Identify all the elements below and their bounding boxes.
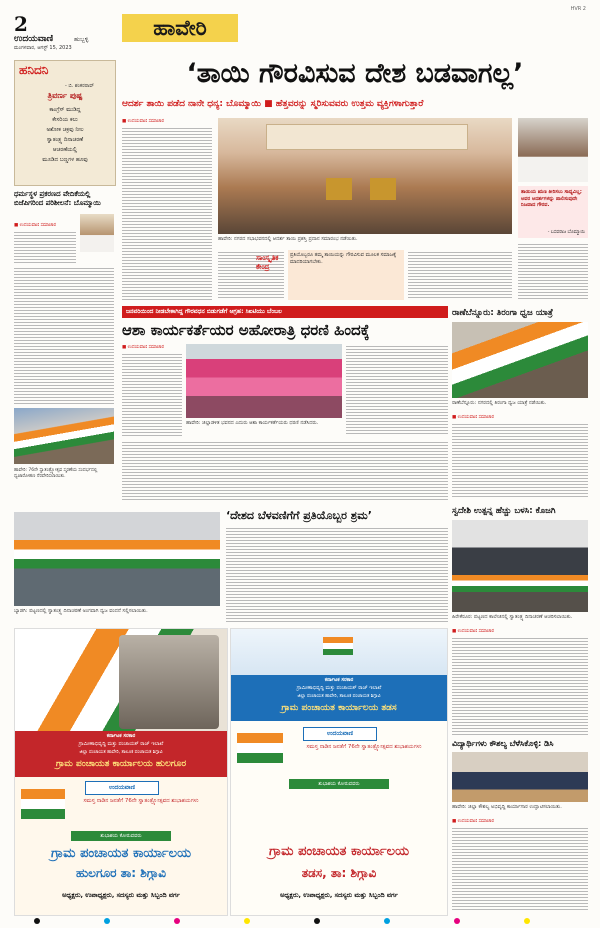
bommai-photo [80, 214, 114, 252]
desha-body [226, 526, 448, 622]
desha-photo [14, 512, 220, 606]
ad-hulgur [14, 628, 228, 916]
ad-hulgur-header: ಕರ್ನಾಟಕ ಸರಕಾರ [106, 733, 136, 739]
ad-hulgur-flag [21, 789, 65, 819]
award-frame [326, 178, 352, 200]
ad-hulgur-header-band [15, 731, 227, 777]
swadeshi-body [452, 636, 588, 736]
ad-tadas-wish: ಸಮಸ್ತ ನಾಡಿನ ಜನತೆಗೆ 76ನೇ ಸ್ವಾತಂತ್ರ್ಯೋತ್ಸವದ ಶುಭಾಶಯಗಳು [306, 744, 422, 750]
ad-hulgur-footer-place: ಹುಲಗೂರ ತಾ: ಶಿಗ್ಗಾವಿ [76, 866, 166, 880]
ad-tadas-footer-title: ಗ್ರಾಮ ಪಂಚಾಯತ ಕಾರ್ಯಾಲಯ [268, 844, 409, 859]
hani-title: ಹನಿದನಿ [19, 63, 49, 77]
registration-mark [244, 918, 250, 924]
portraits-cluster [119, 635, 219, 729]
asha-body [122, 440, 448, 502]
ad-tadas-footer-place: ತಡಸ, ತಾ: ಶಿಗ್ಗಾವಿ [301, 866, 377, 880]
left-photo-caption: ಹಾವೇರಿ: 76ನೇ ಸ್ವಾತಂತ್ರ್ಯೋತ್ಸವ ಸ್ಮರಣೆಯ ಸಂದರ್ಭದಲ್ಲಿ ಧ್ವಜಾರೋಹಣ ನೆರವೇರಿಸಲಾಯಿತು. [14, 468, 98, 479]
quote-label: ಸಾಂಸ್ಕೃತಿಕ ಕೇಂದ್ರ [256, 254, 279, 271]
left-flag-photo [14, 408, 114, 464]
asha-body [346, 344, 448, 436]
registration-mark [524, 918, 530, 924]
swadeshi-photo [452, 520, 588, 612]
swadeshi-dateline: ■ ಉದಯವಾಣಿ ಸಮಾಚಾರ [452, 629, 494, 634]
registration-mark [384, 918, 390, 924]
ad-hulgur-visual [15, 629, 227, 731]
swadeshi-photo-caption: ಹಿರೇಕೆರೂರ: ಪಟ್ಟಣದ ಕಾಲೇಜಿನಲ್ಲಿ ಸ್ವಾತಂತ್ರ್ಯ ದಿನಾಚರಣೆ ಆಚರಿಸಲಾಯಿತು. [452, 614, 573, 620]
asha-kicker: ಜನವರಿಯಿಂದ ನೀಡಬೇಕಾಗಿದ್ದ ಗೌರವಧನ ಬಿಡುಗಡೆಗೆ ಆಗ್ರಹ: ಸಿಐಟಿಯು ಬೆಂಬಲ [122, 306, 448, 318]
ad-hulgur-footer-title: ಗ್ರಾಮ ಪಂಚಾಯತ ಕಾರ್ಯಾಲಯ [50, 846, 191, 861]
poem-line: ಆಚರಣೆಯಲ್ಲಿ [52, 147, 78, 153]
skill-dateline: ■ ಉದಯವಾಣಿ ಸಮಾಚಾರ [452, 819, 494, 824]
ad-tadas-flag [237, 733, 283, 763]
left-story-headline: ಧರ್ಮಸ್ಥಳ ಪ್ರಕರಣದ ವೇದಿಕೆಯಲ್ಲಿ ಬಿಜೆಪಿಗರಿಂದ ಪರಿಶೀಲನೆ: ಬೊಮ್ಮಾಯಿ [14, 190, 101, 207]
lead-subheadline: ಆದರ್ಶ ತಾಯಿ ಪಡೆದ ನಾನೇ ಧನ್ಯ: ಬೊಮ್ಮಾಯಿ ■ ಹೆತ್ತವರನ್ನು ಸ್ಮರಿಸುವವರು ಉತ್ತಮ ವ್ಯಕ್ತಿಗಳಾಗುತ್ತಾರೆ [122, 99, 424, 109]
ad-tadas-header-band [231, 675, 447, 721]
ad-tadas-badge: ಉದಯವಾಣಿ [303, 727, 377, 741]
skill-photo-caption: ಹಾವೇರಿ: ಜಿಲ್ಲಾ ಕೌಶಲ್ಯ ಅಭಿವೃದ್ಧಿ ಕಾರ್ಯಾಗಾರ ಉದ್ಘಾಟಿಸಲಾಯಿತು. [452, 804, 562, 810]
poem-line: ಮೂಡಿದ ಬಣ್ಣಗಳ ಹೂವು [42, 157, 88, 163]
ad-tadas-line1: ಗ್ರಾಮೀಣಾಭಿವೃದ್ಧಿ ಮತ್ತು ಪಂಚಾಯತ್ ರಾಜ್ ಇಲಾಖೆ [296, 685, 382, 691]
skill-body [452, 826, 588, 912]
left-story-body [14, 230, 76, 264]
asha-headline: ಆಶಾ ಕಾರ್ಯಕರ್ತೆಯರ ಅಹೋರಾತ್ರಿ ಧರಣಿ ಹಿಂದಕ್ಕೆ [122, 321, 370, 339]
lead-side-photo [518, 118, 588, 182]
highlight-quote [518, 186, 588, 238]
ranebennur-photo-caption: ರಾಣೆಬೆನ್ನೂರು: ನಗರದಲ್ಲಿ ತಿರಂಗಾ ಧ್ವಜ ಯಾತ್ರೆ ನಡೆಯಿತು. [452, 400, 547, 406]
lead-body [518, 242, 588, 300]
highlight-quote-author: - ಬಸವರಾಜ ಬೊಮ್ಮಾಯಿ [547, 230, 585, 235]
lead-dateline: ■ ಉದಯವಾಣಿ ಸಮಾಚಾರ [122, 119, 164, 124]
asha-dateline: ■ ಉದಯವಾಣಿ ಸಮಾಚಾರ [122, 345, 164, 350]
award-frame [370, 178, 396, 200]
ad-tadas-footer-members: ಅಧ್ಯಕ್ಷರು, ಉಪಾಧ್ಯಕ್ಷರು, ಸದಸ್ಯರು ಮತ್ತು ಸಿಬ್ಬಂದಿ ವರ್ಗ [280, 891, 398, 899]
ad-hulgur-line1: ಗ್ರಾಮೀಣಾಭಿವೃದ್ಧಿ ಮತ್ತು ಪಂಚಾಯತ್ ರಾಜ್ ಇಲಾಖೆ [78, 741, 164, 747]
ad-hulgur-line2: ಜಿಲ್ಲಾ ಪಂಚಾಯತ ಹಾವೇರಿ, ತಾಲೂಕ ಪಂಚಾಯತ ಶಿಗ್ಗಾವಿ [79, 750, 163, 755]
skill-headline: ವಿದ್ಯಾರ್ಥಿಗಳು ಕೌಶಲ್ಯ ಬೆಳೆಸಿಕೊಳ್ಳಿ: ಡಿಸಿ [452, 739, 554, 748]
poem-line: ಕೇಸರಿಯ ಕಲು [52, 117, 78, 123]
poem-line: ಅಶೋಕ ಚಕ್ರವು ನೀಲ [46, 127, 84, 133]
registration-mark [174, 918, 180, 924]
color-registration-bar [14, 917, 586, 925]
hani-author: - ಬಿ. ಶಂಕರರಾವ್ [65, 83, 95, 89]
registration-mark [34, 918, 40, 924]
ranebennur-dateline: ■ ಉದಯವಾಣಿ ಸಮಾಚಾರ [452, 415, 494, 420]
skill-photo [452, 752, 588, 802]
ad-tadas-visual [231, 629, 447, 675]
stage-banner [266, 124, 468, 150]
lead-photo-caption: ಹಾವೇರಿ: ನಗರದ ಸಭಾಭವನದಲ್ಲಿ ಆದರ್ಶ ತಾಯಿ ಪ್ರಶಸ್ತಿ ಪ್ರದಾನ ಸಮಾರಂಭ ನಡೆಯಿತು. [218, 236, 358, 242]
ad-tadas-line2: ಜಿಲ್ಲಾ ಪಂಚಾಯತ ಹಾವೇರಿ, ತಾಲೂಕ ಪಂಚಾಯತ ಶಿಗ್ಗಾವಿ [297, 694, 381, 699]
ranebennur-headline: ರಾಣೆಬೆನ್ನೂರು: ತಿರಂಗಾ ಧ್ವಜ ಯಾತ್ರೆ [452, 308, 554, 318]
registration-mark [314, 918, 320, 924]
page-number: 2 [14, 12, 28, 36]
hani-dani-box [14, 60, 116, 186]
ad-hulgur-badge: ಉದಯವಾಣಿ [85, 781, 159, 795]
sidebar-note: ಪ್ರತಿಯೊಬ್ಬರೂ ತಮ್ಮ ತಾಯಿಯನ್ನು ಗೌರವಿಸುವ ಮೂಲಕ ಸಮಾಜಕ್ಕೆ ಮಾದರಿಯಾಗಬೇಕು. [288, 250, 404, 300]
lead-body [122, 126, 212, 300]
registration-mark [454, 918, 460, 924]
registration-mark [104, 918, 110, 924]
paper-sub: ಹುಬ್ಬಳ್ಳಿ [74, 36, 89, 43]
ranebennur-photo [452, 322, 588, 398]
highlight-quote-text: ತಾಯಿಯ ಋಣ ತೀರಿಸಲು ಸಾಧ್ಯವಿಲ್ಲ; ಅವರ ಆದರ್ಶಗಳನ್ನು ಪಾಲಿಸುವುದೇ ನಿಜವಾದ ಗೌರವ. [521, 189, 582, 208]
ad-tadas-header: ಕರ್ನಾಟಕ ಸರಕಾರ [324, 677, 354, 683]
ad-hulgur-footer-members: ಅಧ್ಯಕ್ಷರು, ಉಪಾಧ್ಯಕ್ಷರು, ಸದಸ್ಯರು ಮತ್ತು ಸಿಬ್ಬಂದಿ ವರ್ಗ [62, 891, 180, 899]
masthead [14, 6, 586, 51]
date-line: ಮಂಗಳವಾರ, ಆಗಸ್ಟ್ 15, 2023 [14, 45, 72, 51]
lead-body [408, 250, 512, 300]
poem-line: ಸ್ವಾತಂತ್ರ್ಯ ದಿನಾಚರಣೆ [46, 137, 84, 143]
asha-body [122, 352, 182, 436]
desha-photo-caption: ಬ್ಯಾಡಗಿ: ಪಟ್ಟಣದಲ್ಲಿ ಸ್ವಾತಂತ್ರ್ಯ ದಿನಾಚರಣೆ ಅಂಗವಾಗಿ ಧ್ವಜ ವಂದನೆ ಸಲ್ಲಿಸಲಾಯಿತು. [14, 608, 148, 614]
edition-tag: HVR 2 [570, 6, 586, 12]
ad-hulgur-greet: ಶುಭಾಶಯ ಕೋರುವವರು [71, 831, 171, 841]
ad-tadas-greet: ಶುಭಾಶಯ ಕೋರುವವರು [289, 779, 389, 789]
ranebennur-body [452, 422, 588, 498]
ad-tadas [230, 628, 448, 916]
lead-headline: ‘ತಾಯಿ ಗೌರವಿಸುವ ದೇಶ ಬಡವಾಗಲ್ಲ’ [186, 58, 524, 89]
swadeshi-headline: ಸ್ವದೇಶಿ ಉತ್ಪನ್ನ ಹೆಚ್ಚು ಬಳಸಿ: ಕೊಜಗಿ [452, 506, 556, 516]
left-story-body [14, 266, 114, 404]
ad-tadas-flag [323, 637, 353, 655]
ad-hulgur-office: ಗ್ರಾಮ ಪಂಚಾಯತ ಕಾರ್ಯಾಲಯ ಹುಲಗೂರ [55, 759, 187, 769]
lead-event-photo [218, 118, 512, 234]
ad-hulgur-wish: ಸಮಸ್ತ ನಾಡಿನ ಜನತೆಗೆ 76ನೇ ಸ್ವಾತಂತ್ರ್ಯೋತ್ಸವದ ಶುಭಾಶಯಗಳು [83, 798, 199, 804]
ad-tadas-office: ಗ್ರಾಮ ಪಂಚಾಯತ ಕಾರ್ಯಾಲಯ ತಡಸ [281, 703, 397, 713]
asha-photo-caption: ಹಾವೇರಿ: ಜಿಲ್ಲಾಡಳಿತ ಭವನದ ಎದುರು ಆಶಾ ಕಾರ್ಯಕರ್ತೆಯರು ಧರಣಿ ನಡೆಸಿದರು. [186, 420, 319, 426]
paper-name: ಉದಯವಾಣಿ [14, 34, 54, 44]
section-title: ಹಾವೇರಿ [122, 14, 238, 42]
poem-title: ತ್ರಿವರ್ಣ ಪುಷ್ಪ [47, 91, 83, 100]
desha-headline: ‘ದೇಶದ ಬೆಳವಣಿಗೆಗೆ ಪ್ರತಿಯೊಬ್ಬರ ಶ್ರಮ’ [226, 509, 372, 522]
asha-photo [186, 344, 342, 418]
left-story-dateline: ■ ಉದಯವಾಣಿ ಸಮಾಚಾರ [14, 223, 56, 228]
poem-line: ಕಾಂಗ್ರೆಸ್ ಮುಡಿದ್ದ [49, 107, 81, 113]
